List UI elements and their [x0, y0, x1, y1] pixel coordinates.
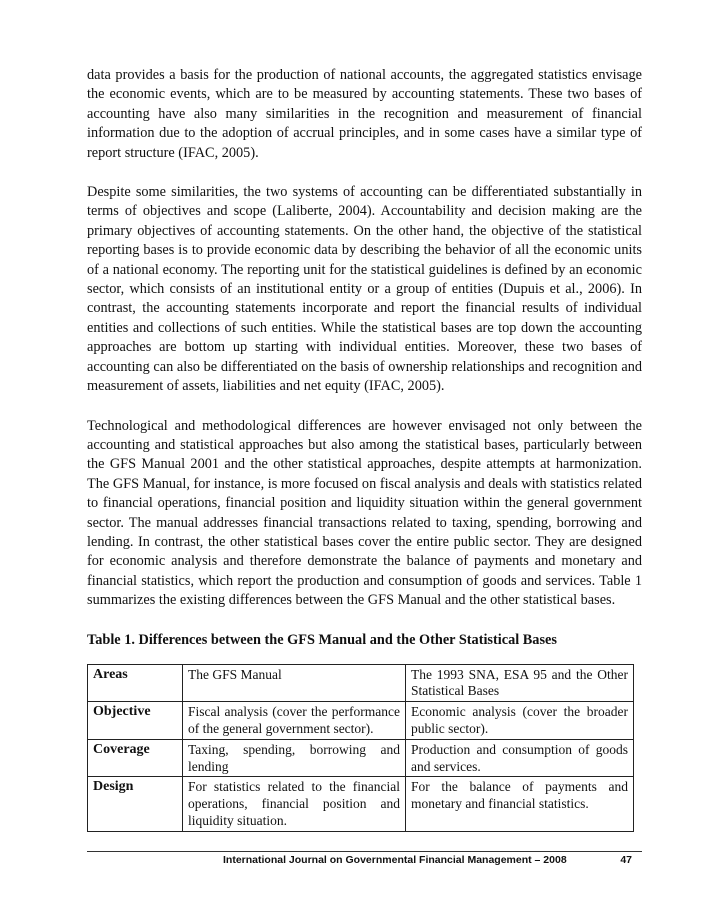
paragraph-3: Technological and methodological differences are however envisaged not only between the accounting and statistical approaches but also among the statistical bases, particularly between the GFS Manual 2001 and the other statistical approaches, despite attempts at harmonization. The GFS Manual, for instance, is more focused on fiscal analysis and deals with statistics related to financial operations, financial position and liquidity situation within the general government sector. The manual addresses financial transactions related to taxing, spending, borrowing and lending. In contrast, the other statistical bases cover the entire public sector. They are designed for economic analysis and therefore demonstrate the balance of payments and monetary and financial statistics, which report the production and consumption of goods and services. Table 1 summarizes the existing differences between the GFS Manual and the other statistical bases. — [87, 417, 642, 609]
paragraph-2: Despite some similarities, the two systems of accounting can be differentiated substantially in terms of objectives and scope (Laliberte, 2004). Accountability and decision making are the primary objectives of accounting statements. On the other hand, the objective of the statistical reporting bases is to provide economic data by describing the behavior of all the economic units of a national economy. The reporting unit for the statistical guidelines is defined by an economic sector, which consists of an institutional entity or a group of entities (Dupuis et al., 2006). In contrast, the accounting statements incorporate and report the financial results of individual entities and collections of such entities. While the statistical bases are top down the accounting approaches are bottom up starting with individual entities. Moreover, these two bases of accounting can also be differentiated on the basis of ownership relationships and recognition and measurement of assets, liabilities and net equity (IFAC, 2005). — [87, 184, 642, 395]
table-row — [88, 702, 634, 740]
row-other-cell: Economic analysis (cover the broader public sector). — [406, 702, 634, 740]
row-gfs-cell: For statistics related to the financial operations, financial position and liquidity situation. — [183, 777, 406, 831]
body-content — [87, 66, 642, 832]
row-gfs-cell: Fiscal analysis (cover the performance of the general government sector). — [183, 702, 406, 740]
row-area-label: Coverage — [88, 739, 183, 777]
row-other-cell: For the balance of payments and monetary and financial statistics. — [406, 777, 634, 831]
header-areas: Areas — [88, 664, 183, 702]
footer-divider — [87, 851, 642, 852]
page-number: 47 — [620, 854, 632, 866]
differences-table — [87, 664, 634, 832]
row-gfs-cell: Taxing, spending, borrowing and lending — [183, 739, 406, 777]
table-row — [88, 777, 634, 831]
table-title: Table 1. Differences between the GFS Manual and the Other Statistical Bases — [87, 631, 557, 648]
row-other-cell: Production and consumption of goods and services. — [406, 739, 634, 777]
footer-journal-title: International Journal on Governmental Financial Management – 2008 — [223, 854, 567, 866]
header-other-bases: The 1993 SNA, ESA 95 and the Other Statistical Bases — [406, 664, 634, 702]
header-gfs-manual: The GFS Manual — [183, 664, 406, 702]
paragraph-1: data provides a basis for the production of national accounts, the aggregated statistics envisage the economic events, which are to be measured by accounting statements. These two bases of accounting have also many similarities in the recognition and measurement of financial information due to the adoption of accrual principles, and in some cases have a similar type of report structure (IFAC, 2005). — [87, 67, 642, 161]
row-area-label: Objective — [88, 702, 183, 740]
row-area-label: Design — [88, 777, 183, 831]
table-header-row — [88, 664, 634, 702]
table-row — [88, 739, 634, 777]
